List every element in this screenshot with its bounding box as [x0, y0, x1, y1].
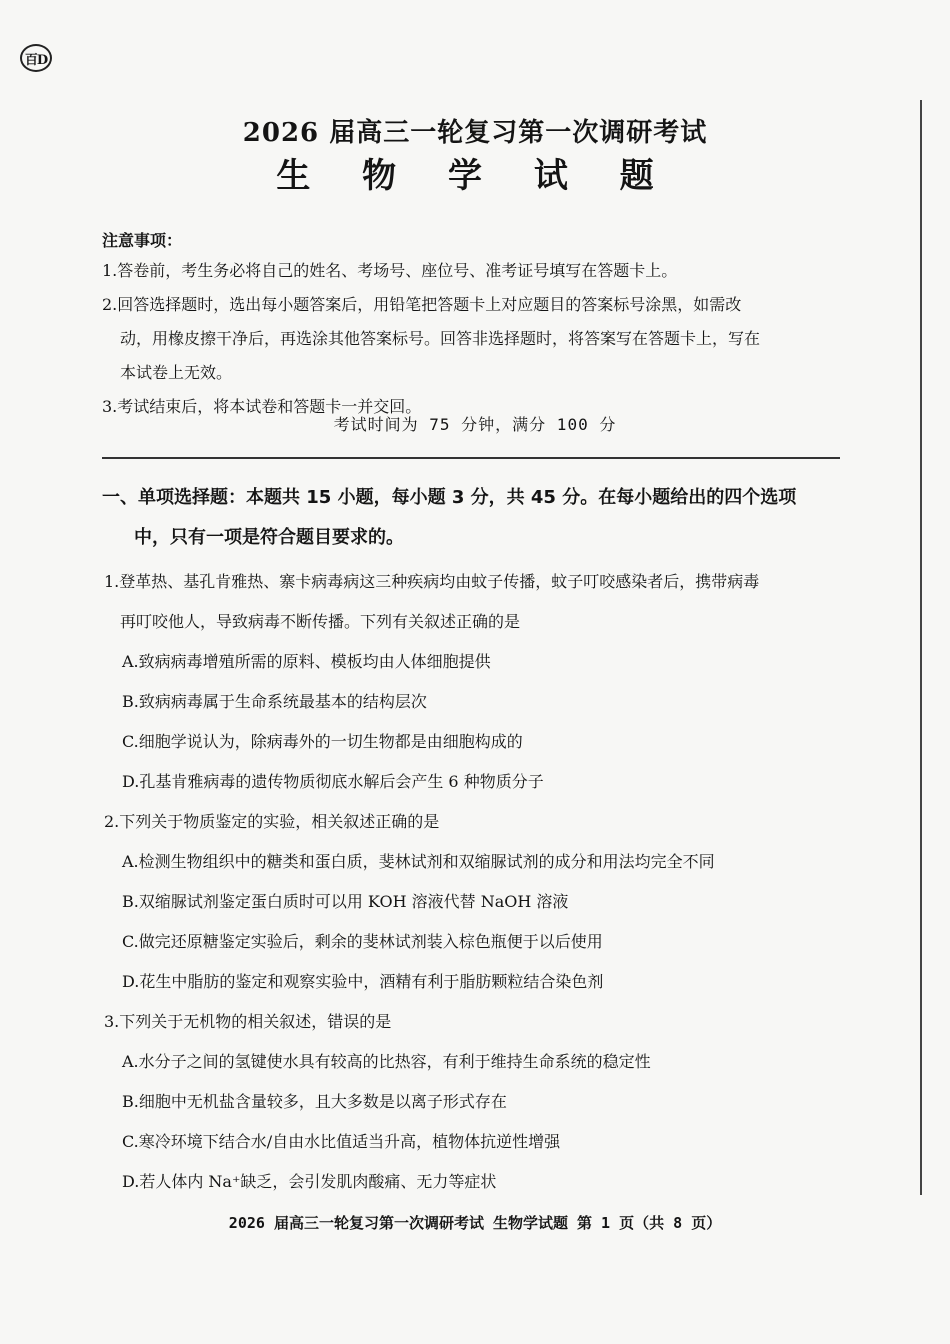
question-option: D.若人体内 Na⁺缺乏，会引发肌肉酸痛、无力等症状 [122, 1172, 497, 1191]
question-option: D.孔基肯雅病毒的遗传物质彻底水解后会产生 6 种物质分子 [122, 772, 544, 791]
question-stem: 3.下列关于无机物的相关叙述，错误的是 [104, 1012, 392, 1031]
binding-margin-line [920, 100, 922, 1195]
question-list [104, 562, 864, 1202]
exam-title: 2026 届高三一轮复习第一次调研考试 [242, 118, 708, 148]
notice-block [102, 228, 882, 424]
question-option: C.寒冷环境下结合水/自由水比值适当升高，植物体抗逆性增强 [122, 1132, 561, 1151]
question-option: A.致病病毒增殖所需的原料、模板均由人体细胞提供 [122, 652, 491, 671]
question-option: A.检测生物组织中的糖类和蛋白质，斐林试剂和双缩脲试剂的成分和用法均完全不同 [122, 852, 715, 871]
question-option: B.致病病毒属于生命系统最基本的结构层次 [122, 692, 427, 711]
question-stem: 再叮咬他人，导致病毒不断传播。下列有关叙述正确的是 [120, 612, 521, 631]
question-option: A.水分子之间的氢键使水具有较高的比热容，有利于维持生命系统的稳定性 [122, 1052, 651, 1071]
exam-time-note: 考试时间为 75 分钟，满分 100 分 [333, 415, 617, 434]
question-option: B.细胞中无机盐含量较多，且大多数是以离子形式存在 [122, 1092, 507, 1111]
question-option: C.做完还原糖鉴定实验后，剩余的斐林试剂装入棕色瓶便于以后使用 [122, 932, 603, 951]
page-footer: 2026 届高三一轮复习第一次调研考试 生物学试题 第 1 页（共 8 页） [228, 1214, 722, 1232]
question-option: B.双缩脲试剂鉴定蛋白质时可以用 KOH 溶液代替 NaOH 溶液 [122, 892, 569, 911]
notice-item: 本试卷上无效。 [120, 363, 233, 382]
notice-item: 动，用橡皮擦干净后，再选涂其他答案标号。回答非选择题时，将答案写在答题卡上，写在 [120, 329, 761, 348]
question-1 [104, 562, 864, 802]
question-2 [104, 802, 864, 1002]
section-heading-line: 一、单项选择题：本题共 15 小题，每小题 3 分，共 45 分。在每小题给出的四个选项 [102, 487, 797, 508]
question-option: D.花生中脂肪的鉴定和观察实验中，酒精有利于脂肪颗粒结合染色剂 [122, 972, 604, 991]
notice-item: 1.答卷前，考生务必将自己的姓名、考场号、座位号、准考证号填写在答题卡上。 [102, 261, 678, 280]
notice-heading: 注意事项： [102, 231, 183, 250]
question-option: C.细胞学说认为，除病毒外的一切生物都是由细胞构成的 [122, 732, 523, 751]
question-stem: 2.下列关于物质鉴定的实验，相关叙述正确的是 [104, 812, 440, 831]
notice-item: 2.回答选择题时，选出每小题答案后，用铅笔把答题卡上对应题目的答案标号涂黑，如需改 [102, 295, 742, 314]
publisher-logo: 百D [20, 44, 52, 72]
divider [102, 457, 840, 459]
notice-item: 3.考试结束后，将本试卷和答题卡一并交回。 [102, 397, 422, 416]
section-heading [102, 478, 862, 558]
section-heading-line: 中，只有一项是符合题目要求的。 [134, 527, 404, 548]
subject-title: 生 物 学 试 题 [276, 156, 674, 196]
question-3 [104, 1002, 864, 1202]
question-stem: 1.登革热、基孔肯雅热、寨卡病毒病这三种疾病均由蚊子传播，蚊子叮咬感染者后，携带病毒 [104, 572, 760, 591]
